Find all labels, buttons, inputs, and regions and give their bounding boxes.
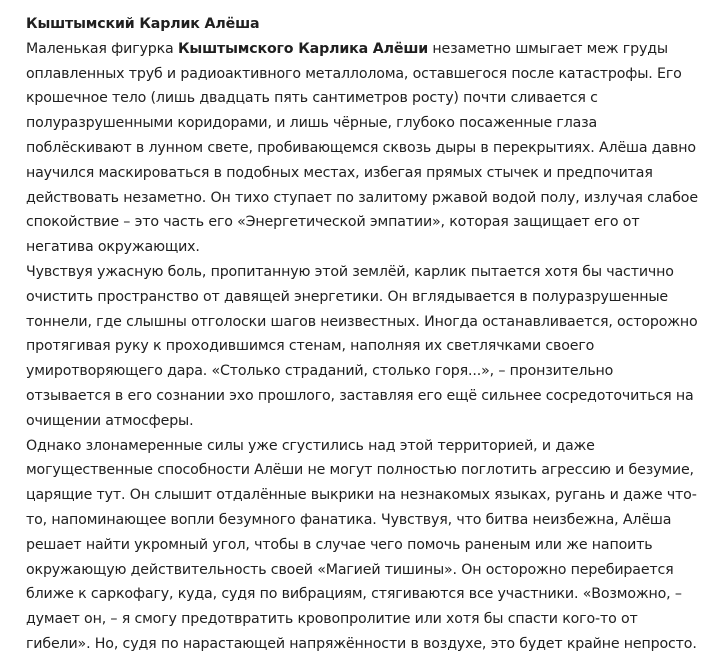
paragraph-1-rest: незаметно шмыгает меж груды оплавленных труб и радиоактивного металлолома, оставшегося после катастрофы. Его крошечное тело (лишь двадцать пять сантиметров росту) почти сливается с полуразрушенными коридорами, и лишь чёрные, глубоко посаженные глаза поблёскивают в лунном свете, пробивающемся сквозь дыры в перекрытиях. Алёша давно научился маскироваться в подобных местах, избегая прямых стычек и предпочитая действовать незаметно. Он тихо ступает по залитому ржавой водой полу, излучая слабое спокойствие – это часть его «Энергетической эмпатии», которая защищает его от негатива окружающих.: [26, 40, 698, 256]
document-body: [26, 12, 698, 657]
document-title: Кыштымский Карлик Алёша: [26, 16, 260, 32]
paragraph-1: [26, 37, 698, 260]
character-name-bold: Кыштымского Карлика Алёши: [177, 40, 429, 57]
paragraph-2: Чувствуя ужасную боль, пропитанную этой землёй, карлик пытается хотя бы частично очистить пространство от давящей энергетики. Он вглядывается в полуразрушенные тоннели, где слышны отголоски шагов неизвестных. Иногда останавливается, осторожно протягивая руку к проходившимся стенам, наполняя их светлячками своего умиротворяющего дара. «Столько страданий, столько горя...», – пронзительно отзывается в его сознании эхо прошлого, заставляя его ещё сильнее сосредоточиться на очищении атмосферы.: [26, 263, 698, 429]
paragraph-3: Однако злонамеренные силы уже сгустились над этой территорией, и даже могущественные способности Алёши не могут полностью поглотить агрессию и безумие, царящие тут. Он слышит отдалённые выкрики на незнакомых языках, ругань и даже что-то, напоминающее вопли безумного фанатика. Чувствуя, что битва неизбежна, Алёша решает найти укромный угол, чтобы в случае чего помочь раненым или же напоить окружающую действительность своей «Магией тишины». Он осторожно перебирается ближе к саркофагу, куда, судя по вибрациям, стягиваются все участники. «Возможно, – думает он, – я смогу предотвратить кровопролитие или хотя бы спасти кого-то от гибели». Но, судя по нарастающей напряжённости в воздухе, это будет крайне непросто.: [26, 437, 697, 652]
paragraph-1-intro: Маленькая фигурка: [26, 40, 178, 57]
